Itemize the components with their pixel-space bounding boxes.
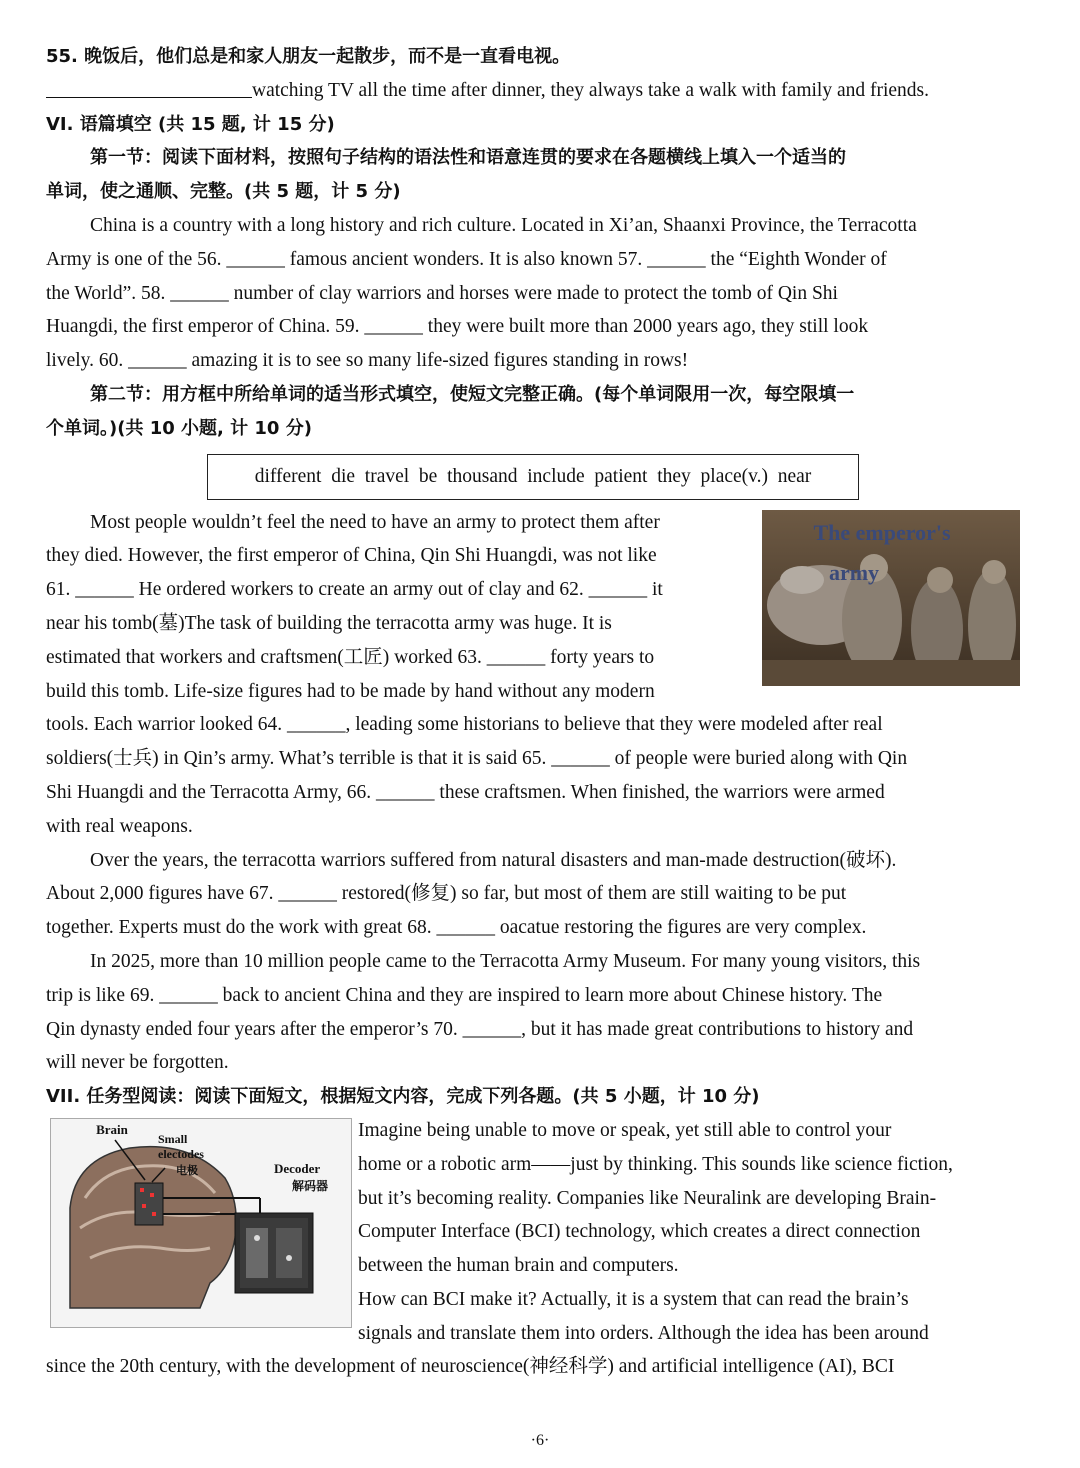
passage-line: together. Experts must do the work with great 68. ______ oacatue restoring the figures are very complex. — [46, 917, 867, 939]
passage-line: between the human brain and computers. — [358, 1255, 679, 1277]
small-label: Small — [158, 1131, 188, 1146]
passage-line: Qin dynasty ended four years after the emperor’s 70. ______, but it has made great contributions to history and — [46, 1018, 914, 1040]
exam-page — [46, 40, 1020, 1384]
passage-line: lively. 60. ______ amazing it is to see so many life-sized figures standing in rows! — [46, 350, 689, 372]
passage-line: estimated that workers and craftsmen(工匠) worked 63. ______ forty years to — [46, 646, 655, 668]
image-caption: The emperor's — [813, 519, 951, 545]
passage-line: will never be forgotten. — [46, 1052, 229, 1074]
part2-passage-1 — [46, 506, 1020, 844]
passage-line: they died. However, the first emperor of China, Qin Shi Huangdi, was not like — [46, 545, 657, 567]
page-number: ·6· — [530, 1432, 550, 1449]
passage-line: About 2,000 figures have 67. ______ restored(修复) so far, but most of them are still waiting to be put — [46, 883, 847, 905]
section7-passage — [46, 1114, 1020, 1384]
passage-line: Huangdi, the first emperor of China. 59. ______ they were built more than 2000 years ago, they still look — [46, 316, 869, 338]
passage-line: Army is one of the 56. ______ famous ancient wonders. It is also known 57. ______ the “Eighth Wonder of — [46, 248, 887, 270]
passage-line: since the 20th century, with the development of neuroscience(神经科学) and artificial intelligence (AI), BCI — [46, 1356, 895, 1378]
passage-line: Shi Huangdi and the Terracotta Army, 66. ______ these craftsmen. When finished, the warriors were armed — [46, 781, 885, 803]
passage-line: but it’s becoming reality. Companies like Neuralink are developing Brain- — [358, 1187, 937, 1209]
answer-blank[interactable] — [46, 75, 252, 98]
part2-instruction-2: 个单词。)(共 10 小题, 计 10 分) — [46, 417, 312, 439]
bci-diagram — [50, 1118, 352, 1328]
section7-title: VII. 任务型阅读：阅读下面短文，根据短文内容，完成下列各题。(共 5 小题，计 10 分) — [46, 1086, 760, 1108]
part1-passage — [46, 209, 1020, 378]
image-caption: army — [828, 559, 880, 585]
passage-line: tools. Each warrior looked 64. ______, leading some historians to believe that they were modeled after real — [46, 714, 883, 736]
passage-line: home or a robotic arm——just by thinking. This sounds like science fiction, — [358, 1153, 953, 1175]
part2-instruction-1: 第二节：用方框中所给单词的适当形式填空，使短文完整正确。(每个单词限用一次，每空限填一 — [90, 383, 855, 405]
passage-line: signals and translate them into orders. Although the idea has been around — [358, 1322, 929, 1344]
part2-passage-3 — [46, 945, 1020, 1080]
brain-label: Brain — [96, 1121, 128, 1137]
q55-chinese: 55. 晚饭后，他们总是和家人朋友一起散步，而不是一直看电视。 — [46, 46, 571, 67]
passage-line: Computer Interface (BCI) technology, which creates a direct connection — [358, 1221, 921, 1243]
passage-line: near his tomb(墓)The task of building the terracotta army was huge. It is — [46, 612, 612, 634]
q55-english: watching TV all the time after dinner, they always take a walk with family and friends. — [46, 74, 1020, 108]
decoder-label: Decoder — [274, 1160, 321, 1176]
passage-line: China is a country with a long history and rich culture. Located in Xi’an, Shaanxi Province, the Terracotta — [90, 214, 917, 236]
passage-line: with real weapons. — [46, 815, 193, 837]
passage-line: How can BCI make it? Actually, it is a system that can read the brain’s — [358, 1288, 909, 1310]
passage-line: soldiers(士兵) in Qin’s army. What’s terrible is that it is said 65. ______ of people were buried along with Qin — [46, 748, 908, 770]
passage-line: In 2025, more than 10 million people came to the Terracotta Army Museum. For many young visitors, this — [90, 950, 921, 972]
passage-line: build this tomb. Life-size figures had to be made by hand without any modern — [46, 680, 655, 702]
electrodes-cn-label: 电极 — [176, 1163, 198, 1177]
passage-line: 61. ______ He ordered workers to create an army out of clay and 62. ______ it — [46, 579, 663, 601]
passage-line: Over the years, the terracotta warriors suffered from natural disasters and man-made destruction(破坏). — [90, 849, 897, 871]
passage-line: trip is like 69. ______ back to ancient China and they are inspired to learn more about Chinese history. The — [46, 984, 883, 1006]
word-bank-box: different die travel be thousand include patient they place(v.) near — [207, 454, 859, 500]
passage-line: Most people wouldn’t feel the need to have an army to protect them after — [90, 511, 660, 533]
passage-line: the World”. 58. ______ number of clay warriors and horses were made to protect the tomb of Qin Shi — [46, 282, 838, 304]
part1-instruction-1: 第一节：阅读下面材料，按照句子结构的语法性和语意连贯的要求在各题横线上填入一个适当的 — [90, 147, 846, 169]
passage-line: Imagine being unable to move or speak, yet still able to control your — [358, 1119, 892, 1141]
decoder-cn-label: 解码器 — [292, 1178, 329, 1193]
electrodes-label: electodes — [158, 1146, 204, 1161]
section6-title: VI. 语篇填空 (共 15 题, 计 15 分) — [46, 113, 335, 135]
part1-instruction-2: 单词，使之通顺、完整。(共 5 题，计 5 分) — [46, 181, 401, 203]
part2-passage-2 — [46, 844, 1020, 945]
